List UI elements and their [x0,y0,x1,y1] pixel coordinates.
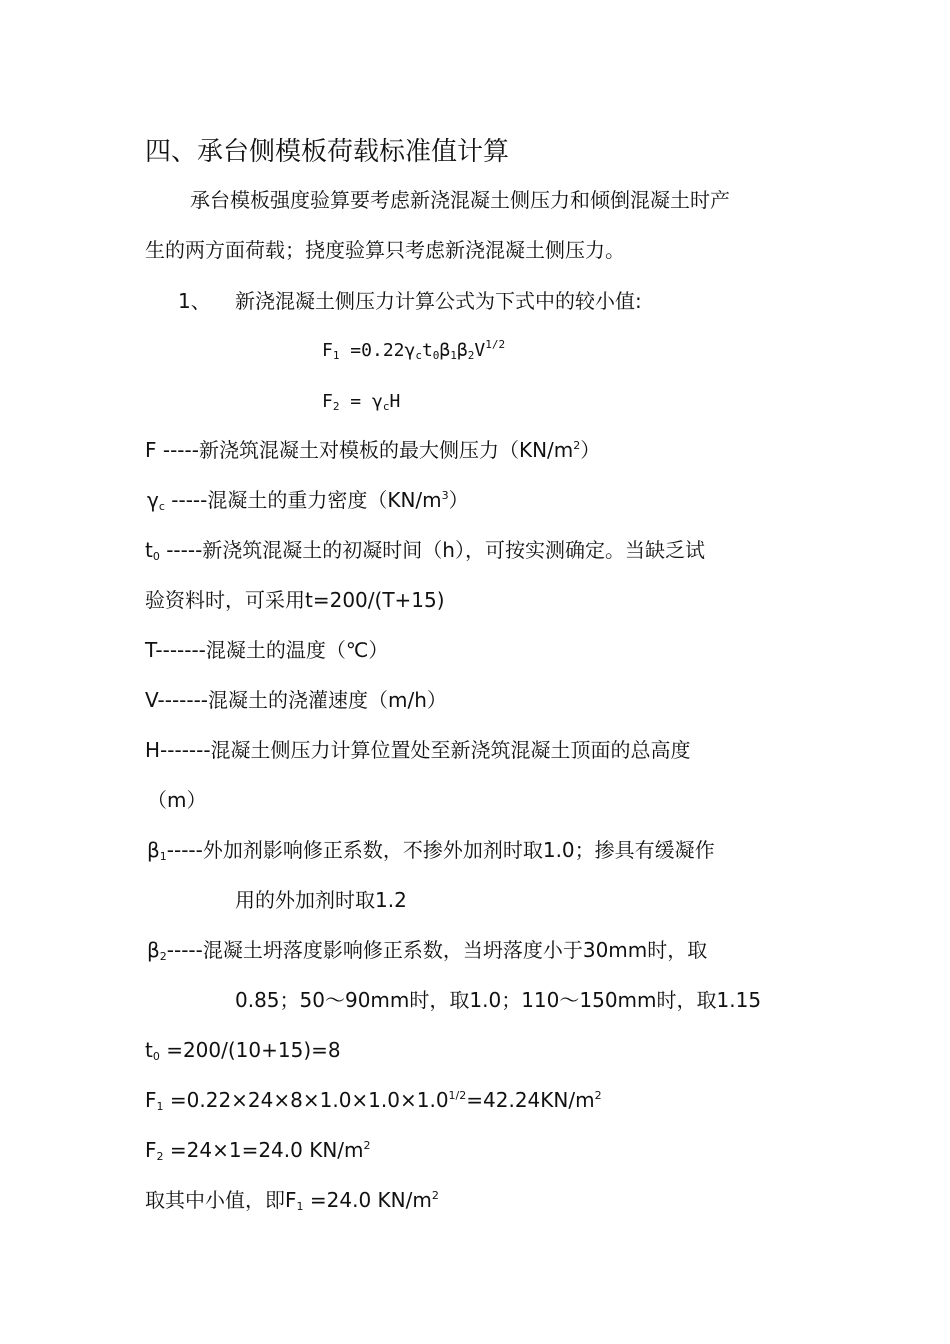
def-beta2: $\beta_2-----$混凝土坍落度影响修正系数，当坍落度小于30mm时，取 [147,938,708,963]
def-height: H-------混凝土侧压力计算位置处至新浇筑混凝土顶面的总高度 [145,738,691,762]
def-t0: $t_0$ -----新浇筑混凝土的初凝时间（h），可按实测确定。当缺乏试 [145,538,705,563]
intro-line-2: 生的两方面荷载；挠度验算只考虑新浇混凝土侧压力。 [145,238,625,262]
section-heading: 四、承台侧模板荷载标准值计算 [145,137,510,167]
calc-f2: $F_2 =24\times 1=24.0$ $KN/m^2$ [145,1138,371,1163]
calc-t0: $t_0 =200/(10+15)=8$ [145,1038,341,1063]
calc-result: 取其中小值，即$F_1 =24.0$ $KN/m^2$ [145,1188,439,1213]
def-beta1-line2: 用的外加剂时取1.2 [235,888,407,912]
def-gamma: $\gamma_c$ -----混凝土的重力密度$(KN/m^3)$ [147,488,469,513]
def-height-line2: （m） [147,788,207,812]
def-velocity: V-------混凝土的浇灌速度（m/h） [145,688,447,712]
formula-f1: $F_1 =0.22\gamma_ct_0\beta_1\beta_2V^{1/2}$ [322,338,506,362]
intro-line-1: 承台模板强度验算要考虑新浇混凝土侧压力和倾倒混凝土时产 [190,188,730,212]
calc-f1: $F_1 =0.22\times 24\times 8\times 1.0\times 1.0\times 1.0^{1/2}=42.24KN/m^2$ [145,1088,602,1113]
def-t0-line2: 验资料时，可采用t=200/(T+15) [145,588,445,612]
def-beta1: $\beta_1-----$外加剂影响修正系数，不掺外加剂时取1.0；掺具有缓凝作 [147,838,715,863]
def-f: F -----新浇筑混凝土对模板的最大侧压力$(KN/m^2)$ [145,438,601,462]
def-beta2-line2: 0.85；50～90mm时，取1.0；110～150mm时，取1.15 [235,988,762,1012]
item-number: 1、 [178,289,211,313]
item-text: 新浇混凝土侧压力计算公式为下式中的较小值: [235,289,642,313]
formula-f2: $F_2 = \gamma_cH$ [322,391,401,413]
def-temperature: T-------混凝土的温度（℃） [145,638,389,662]
